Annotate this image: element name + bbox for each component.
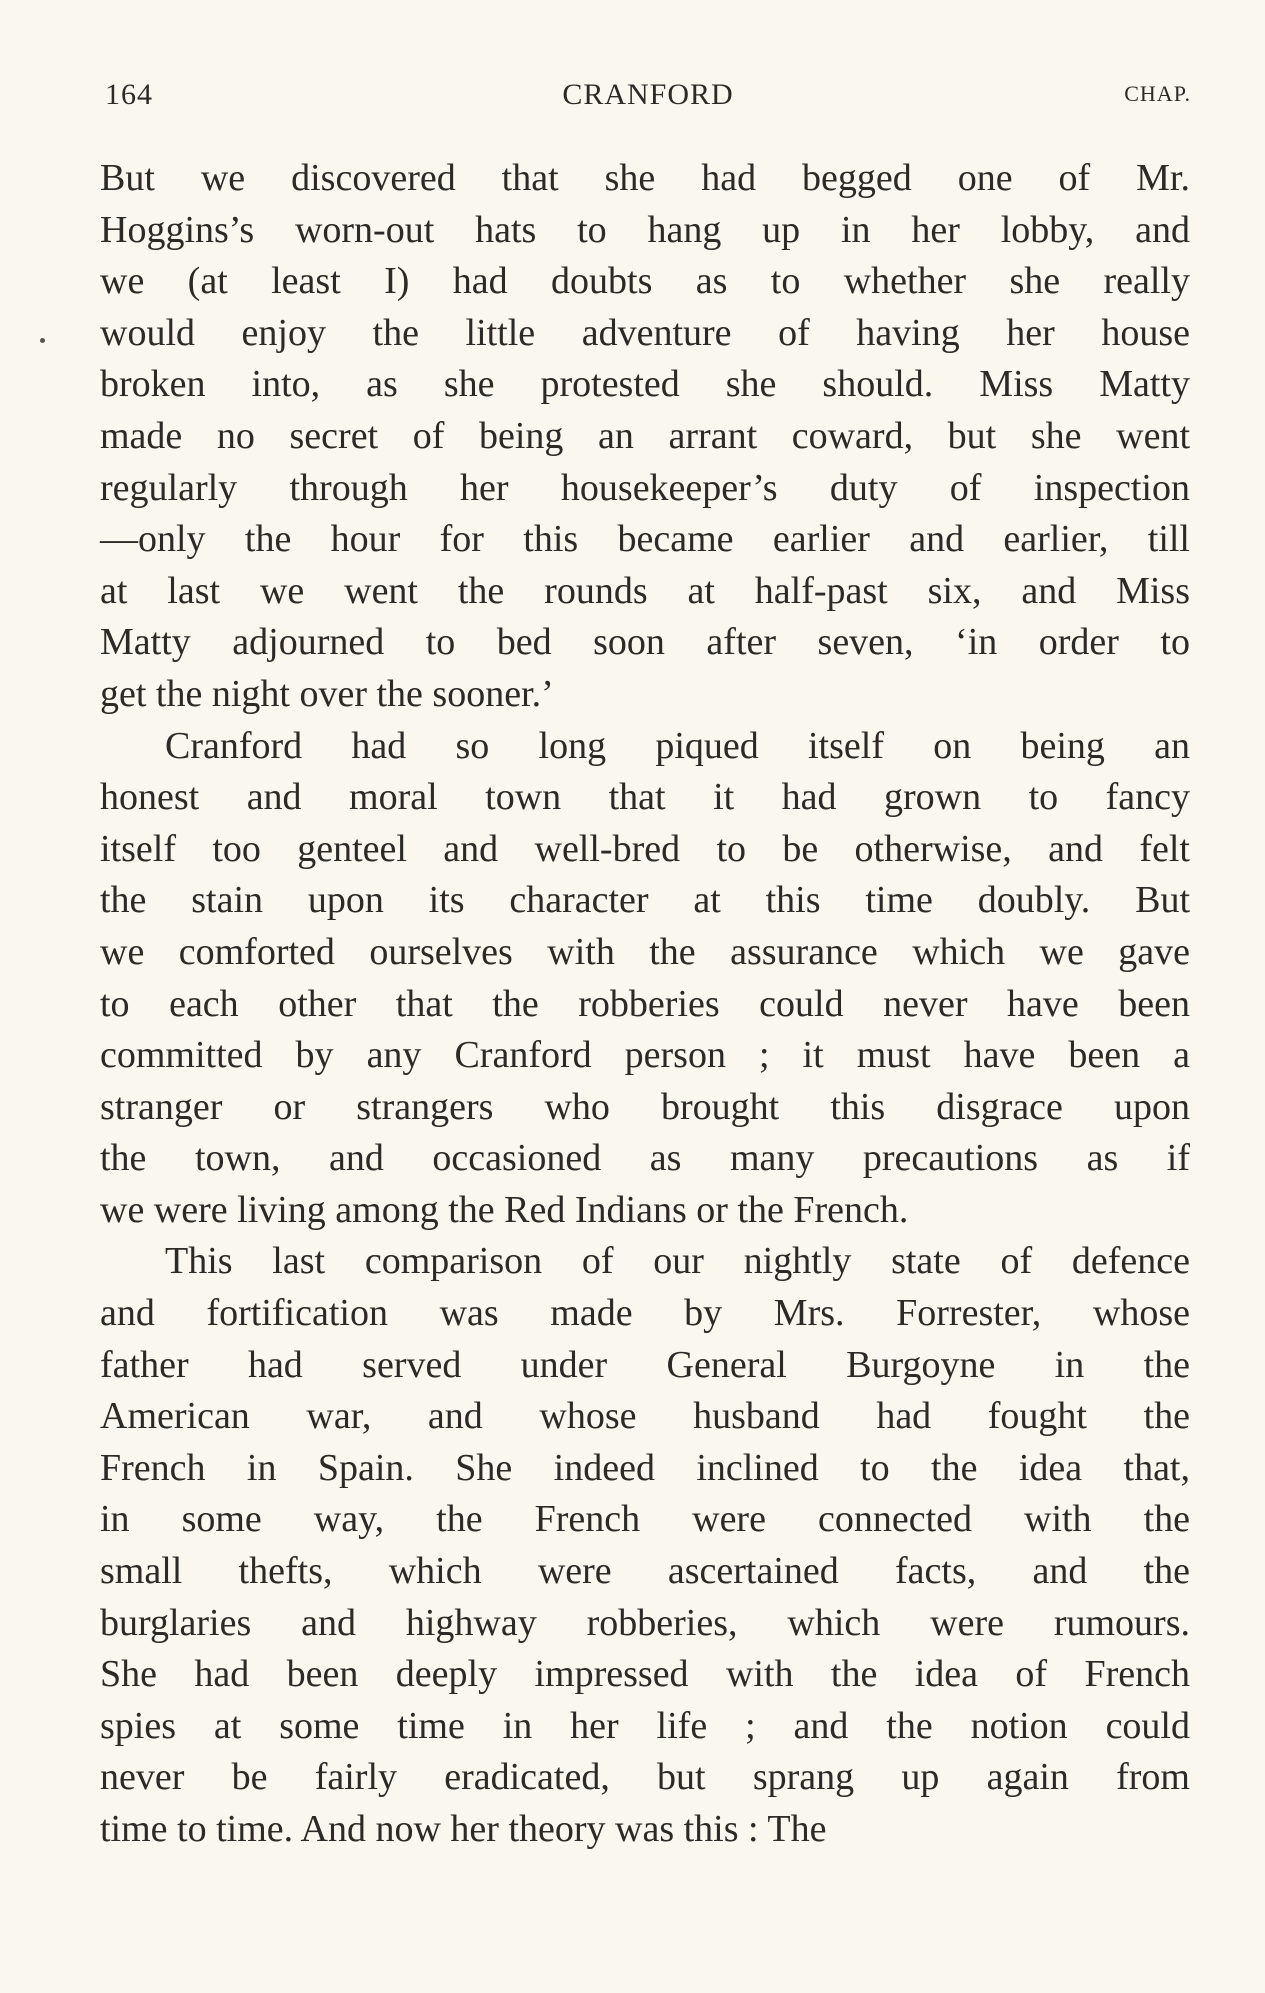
text-line: broken into, as she protested she should. Miss Matty [100, 363, 1190, 406]
text-line: would enjoy the little adventure of having her house [100, 311, 1190, 354]
text-line: in some way, the French were connected with the [100, 1498, 1190, 1541]
page-number: 164 [105, 78, 153, 111]
text-line: Hoggins’s worn-out hats to hang up in her lobby, and [100, 208, 1190, 251]
text-line: American war, and whose husband had fought the [100, 1395, 1190, 1438]
text-line: we (at least I) had doubts as to whether she really [100, 260, 1190, 303]
text-line: committed by any Cranford person ; it must have been a [100, 1034, 1190, 1077]
page-header [105, 78, 1191, 122]
paragraph [100, 153, 1190, 721]
running-title: CRANFORD [562, 78, 734, 111]
text-line: Cranford had so long piqued itself on being an [165, 724, 1190, 767]
text-line: the stain upon its character at this time doubly. But [100, 879, 1190, 922]
text-line: at last we went the rounds at half-past six, and Miss [100, 569, 1190, 612]
text-line: But we discovered that she had begged one of Mr. [100, 157, 1190, 199]
text-line: made no secret of being an arrant coward, but she went [100, 414, 1190, 457]
text-line: —only the hour for this became earlier and earlier, till [100, 518, 1190, 561]
text-line: regularly through her housekeeper’s duty of inspection [100, 466, 1190, 509]
text-line: we were living among the Red Indians or the French. [100, 1188, 909, 1231]
text-line: and fortification was made by Mrs. Forrester, whose [100, 1292, 1190, 1335]
text-line: never be fairly eradicated, but sprang up again from [100, 1756, 1190, 1799]
text-line: itself too genteel and well-bred to be otherwise, and felt [100, 827, 1190, 870]
text-line: small thefts, which were ascertained facts, and the [100, 1550, 1190, 1593]
text-line: to each other that the robberies could never have been [100, 982, 1190, 1025]
margin-mark [40, 338, 45, 343]
text-line: stranger or strangers who brought this disgrace upon [100, 1085, 1190, 1128]
text-line: Matty adjourned to bed soon after seven, ‘in order to [100, 621, 1190, 664]
text-line: we comforted ourselves with the assurance which we gave [100, 930, 1190, 973]
text-line: She had been deeply impressed with the idea of French [100, 1653, 1190, 1696]
body-text [100, 153, 1190, 1856]
paragraph [100, 721, 1190, 1237]
text-line: father had served under General Burgoyne in the [100, 1343, 1190, 1386]
text-line: get the night over the sooner.’ [100, 672, 554, 715]
text-line: burglaries and highway robberies, which were rumours. [100, 1601, 1190, 1644]
text-line: spies at some time in her life ; and the notion could [100, 1704, 1190, 1747]
text-line: time to time. And now her theory was this : The [100, 1808, 827, 1850]
paragraph [100, 1236, 1190, 1855]
text-line: This last comparison of our nightly state of defence [165, 1240, 1190, 1283]
text-line: the town, and occasioned as many precautions as if [100, 1137, 1190, 1180]
chapter-label: CHAP. [1124, 81, 1191, 106]
text-line: honest and moral town that it had grown to fancy [100, 776, 1190, 819]
text-line: French in Spain. She indeed inclined to the idea that, [100, 1446, 1190, 1489]
